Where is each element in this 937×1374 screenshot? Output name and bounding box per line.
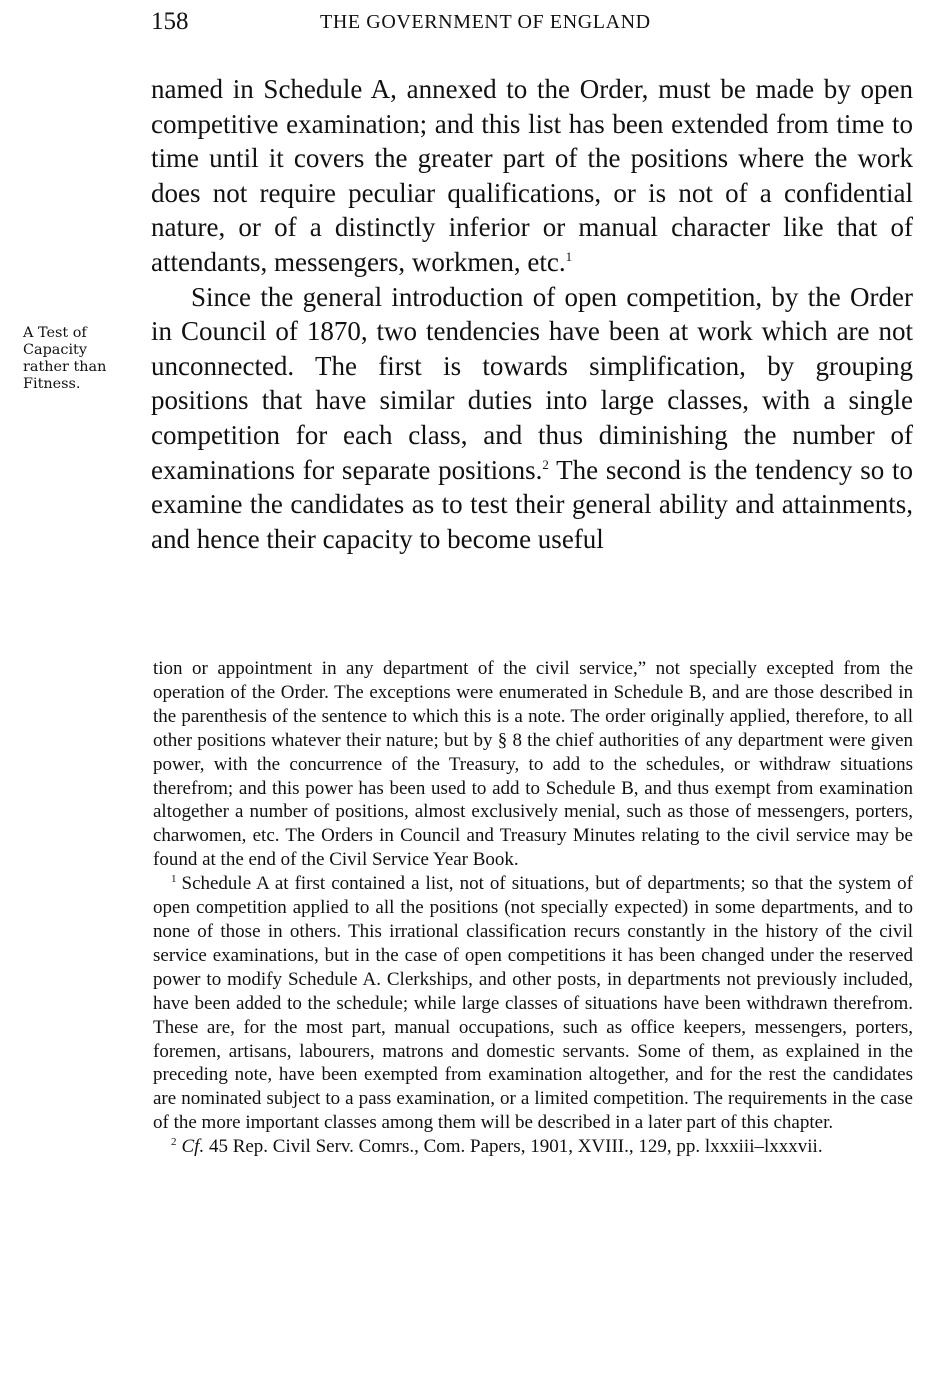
page-header — [151, 8, 911, 42]
paragraph-text: named in Schedule A, annexed to the Order, must be made by open competitive examination; and this list has been extended from time to time until it covers the greater part of the positions where the work does not require peculiar qualifications, or is not of a confidential nature, or of a distinctly inferior or manual character like that of attendants, messengers, workmen, etc. — [151, 74, 913, 277]
footnote-cf: Cf. — [181, 1136, 205, 1158]
page-number: 158 — [151, 8, 189, 35]
margin-note-line: Fitness. — [23, 376, 81, 392]
margin-note-line: rather than — [23, 359, 107, 375]
footnote-1 — [153, 872, 913, 1135]
footnote-marker: 2 — [171, 1135, 177, 1148]
margin-note — [23, 325, 138, 393]
footnote-reference: 2 — [542, 456, 549, 472]
margin-note-line: A Test of — [23, 325, 87, 341]
footnote-2 — [153, 1135, 913, 1159]
paragraph-continued — [151, 72, 913, 280]
footnote-text: Schedule A at first contained a list, not of situations, but of departments; so that the system of open competition applied to all the positions (not specially expected) in some departments, and to none of those in others. This irrational classification recurs constantly in the history of the civil service examinations, but in the case of open competitions it has been changed under the reserved power to modify Schedule A. Clerkships, and other posts, in departments not previously included, have been added to the schedule; while large classes of situations have been withdrawn therefrom. These are, for the most part, manual occupations, such as office keepers, messengers, porters, foremen, artisans, labourers, matrons and domestic servants. Some of them, as explained in the preceding note, have been exempted from examination altogether, and for the rest the candidates are nominated subject to a pass examination, or a limited competition. The requirements in the case of the more important classes among them will be described in a later part of this chapter. — [153, 873, 913, 1134]
footnote-text: 45 Rep. Civil Serv. Comrs., Com. Papers, 1901, XVIII., 129, pp. lxxxiii–lxxxvii. — [204, 1136, 823, 1158]
footnote-continued: tion or appointment in any department of the civil service,” not specially excepted from the operation of the Order. The exceptions were enumerated in Schedule B, and are those described in the parenthesis of the sentence to which this is a note. The order originally applied, therefore, to all other positions whatever their nature; but by § 8 the chief authorities of any department were given power, with the concurrence of the Treasury, to add to the schedules, or withdraw situations therefrom; and this power has been used to add to Schedule B, and thus exempt from examination altogether a number of positions, almost exclusively menial, such as those of messengers, porters, charwomen, etc. The Orders in Council and Treasury Minutes relating to the civil service may be found at the end of the Civil Service Year Book. — [153, 658, 913, 871]
footnote-reference: 1 — [565, 248, 573, 264]
paragraph-text: Since the general introduction of open competition, by the Order in Council of 1870, two tendencies have been at work which are not unconnected. The first is towards simplification, by grouping positions that have similar duties into large classes, with a single competition for each class, and thus diminishing the number of examinations for separate positions. — [151, 281, 913, 485]
paragraph — [151, 280, 913, 557]
footnote-marker: 1 — [171, 872, 177, 885]
paragraph-text: The second is the tendency so to examine the candidates as to test their general ability and attainments, and hence their capacity to become useful — [151, 454, 914, 554]
footnotes — [153, 657, 913, 1159]
margin-note-line: Capacity — [23, 342, 87, 358]
main-text — [151, 72, 913, 556]
running-head: THE GOVERNMENT OF ENGLAND — [320, 11, 651, 33]
